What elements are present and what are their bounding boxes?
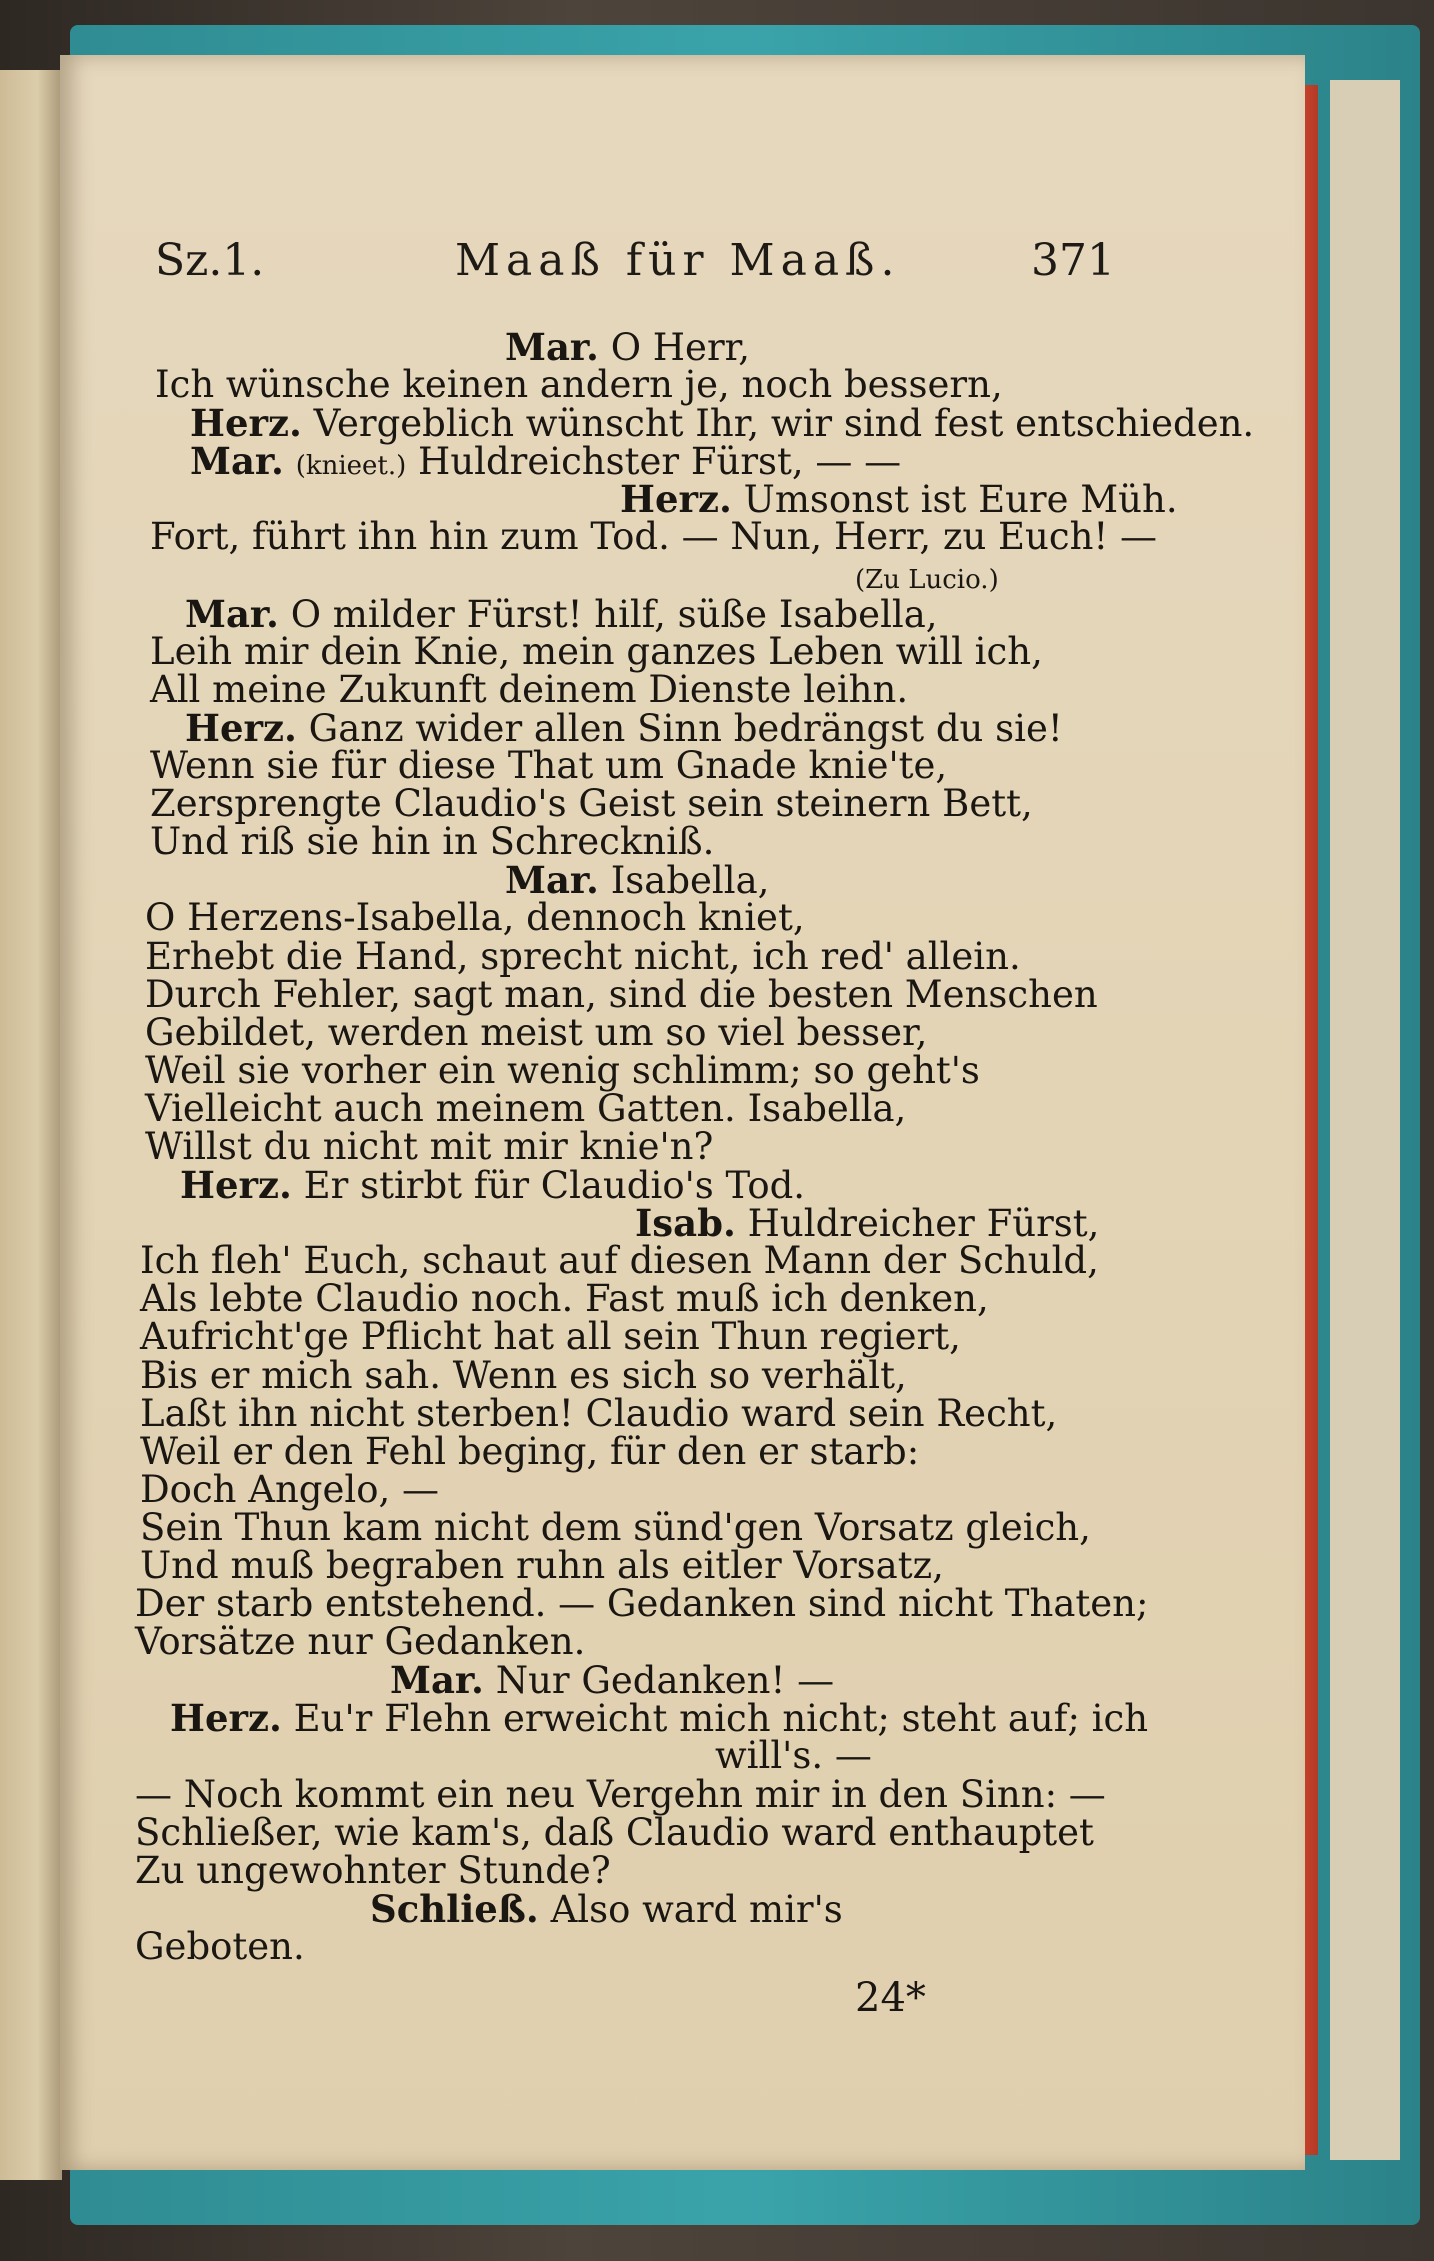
speaker-name: Mar. xyxy=(185,591,279,636)
text-line xyxy=(135,629,1110,673)
line-text: Huldreichster Fürst, — — xyxy=(418,440,902,484)
stage-direction: (Zu Lucio.) xyxy=(855,564,999,595)
text-line xyxy=(135,782,1110,826)
line-text: Er stirbt für Claudio's Tod. xyxy=(303,1164,806,1208)
line-text: will's. — xyxy=(715,1734,872,1778)
text-line xyxy=(135,744,1110,788)
line-text: Ganz wider allen Sinn bedrängst du sie! xyxy=(308,706,1063,750)
line-text: Nur Gedanken! — xyxy=(495,1659,835,1703)
text-line xyxy=(135,557,1110,595)
line-text: Fort, führt ihn hin zum Tod. — Nun, Herr, zu Euch! — xyxy=(150,515,1158,559)
verse-text xyxy=(135,325,1255,1968)
line-text: Wenn sie für diese That um Gnade knie'te, xyxy=(150,744,948,788)
text-line xyxy=(135,1124,1110,1168)
line-text: Geboten. xyxy=(135,1924,305,1968)
line-text: Sein Thun kam nicht dem sünd'gen Vorsatz gleich, xyxy=(140,1505,1091,1549)
text-line xyxy=(135,1239,1110,1283)
line-text: Gebildet, werden meist um so viel besser, xyxy=(145,1010,928,1054)
line-text: Ich fleh' Euch, schaut auf diesen Mann der Schuld, xyxy=(140,1239,1099,1283)
text-line xyxy=(135,439,1110,484)
line-text: Doch Angelo, — xyxy=(140,1467,440,1511)
cover-inner-edge xyxy=(1330,80,1400,2160)
text-line xyxy=(135,1048,1110,1092)
text-line xyxy=(135,1886,1110,1931)
speaker-name: Schließ. xyxy=(370,1886,539,1931)
speaker-name: Mar. xyxy=(505,858,599,903)
line-text: Zu ungewohnter Stunde? xyxy=(135,1848,611,1892)
line-text: Laßt ihn nicht sterben! Claudio ward sein Recht, xyxy=(140,1391,1058,1435)
page-number: 371 xyxy=(1031,235,1115,286)
text-line xyxy=(135,1010,1110,1054)
line-text: Schließer, wie kam's, daß Claudio ward enthauptet xyxy=(135,1810,1094,1854)
text-line xyxy=(135,1810,1110,1854)
line-text: Also ward mir's xyxy=(550,1887,843,1931)
text-line xyxy=(135,1772,1110,1816)
text-line xyxy=(135,667,1110,711)
speaker-name: Mar. xyxy=(190,439,284,484)
text-line xyxy=(135,1544,1110,1587)
line-text: Willst du nicht mit mir knie'n? xyxy=(145,1124,714,1168)
signature-mark: 24* xyxy=(855,1975,926,2021)
line-text: Eu'r Flehn erweicht mich nicht; steht auf; ich xyxy=(293,1697,1149,1741)
text-line xyxy=(135,477,1178,522)
line-text: Leih mir dein Knie, mein ganzes Leben will ich, xyxy=(150,629,1043,673)
line-text: Der starb entstehend. — Gedanken sind nicht Thaten; xyxy=(135,1582,1149,1626)
text-line xyxy=(135,1505,1110,1549)
stage-direction: (knieet.) xyxy=(295,451,407,482)
speaker-name: Mar. xyxy=(390,1658,484,1703)
text-line xyxy=(135,325,1110,369)
line-text: O Herr, xyxy=(610,326,751,369)
scene-marker: Sz.1. xyxy=(155,235,265,286)
page-title: Maaß für Maaß. xyxy=(455,235,901,286)
speaker-name: Isab. xyxy=(635,1201,736,1246)
speaker-name: Herz. xyxy=(620,477,732,522)
text-line xyxy=(135,896,1110,940)
text-line xyxy=(135,934,1110,978)
text-line xyxy=(135,1429,1110,1473)
speaker-name: Herz. xyxy=(185,705,297,750)
line-text: O Herzens-Isabella, dennoch kniet, xyxy=(145,896,805,940)
line-text: Ich wünsche keinen andern je, noch bessern, xyxy=(155,363,1003,407)
line-text: Bis er mich sah. Wenn es sich so verhält, xyxy=(140,1353,907,1397)
text-line xyxy=(135,1353,1110,1397)
text-line xyxy=(135,1467,1110,1511)
line-text: Aufricht'ge Pflicht hat all sein Thun regiert, xyxy=(140,1315,961,1359)
line-text: Und muß begraben ruhn als eitler Vorsatz, xyxy=(140,1544,944,1587)
text-line xyxy=(135,401,1255,446)
text-line xyxy=(135,363,1110,407)
left-page-edge xyxy=(0,70,62,2180)
text-line xyxy=(135,1734,1110,1778)
line-text: Als lebte Claudio noch. Fast muß ich denken, xyxy=(140,1277,989,1321)
text-line xyxy=(135,1277,1110,1321)
text-line xyxy=(135,705,1110,750)
line-text: Weil er den Fehl beging, für den er starb: xyxy=(140,1429,920,1473)
text-line xyxy=(135,1924,1110,1968)
line-text: Umsonst ist Eure Müh. xyxy=(743,478,1178,522)
text-line xyxy=(135,972,1110,1016)
text-line xyxy=(135,1848,1110,1892)
line-text: O milder Fürst! hilf, süße Isabella, xyxy=(290,592,938,636)
text-line xyxy=(135,1086,1110,1130)
line-text: Vielleicht auch meinem Gatten. Isabella, xyxy=(145,1086,907,1130)
speaker-name: Mar. xyxy=(505,325,599,369)
text-line xyxy=(135,1696,1149,1741)
line-text: Durch Fehler, sagt man, sind die besten Menschen xyxy=(145,972,1098,1016)
line-text: Und riß sie hin in Schreckniß. xyxy=(150,820,715,864)
text-line xyxy=(135,820,1110,864)
line-text: Vergeblich wünscht Ihr, wir sind fest entschieden. xyxy=(313,402,1255,446)
speaker-name: Herz. xyxy=(190,401,302,446)
speaker-name: Herz. xyxy=(180,1163,292,1208)
line-text: Huldreicher Fürst, xyxy=(747,1202,1100,1246)
text-line xyxy=(135,1582,1149,1626)
text-line xyxy=(135,1391,1110,1435)
line-text: Erhebt die Hand, sprecht nicht, ich red' allein. xyxy=(145,934,1021,978)
line-text: Weil sie vorher ein wenig schlimm; so geht's xyxy=(145,1048,980,1092)
running-header xyxy=(155,235,1115,295)
line-text: All meine Zukunft deinem Dienste leihn. xyxy=(150,667,909,711)
text-line xyxy=(135,1315,1110,1359)
text-line xyxy=(135,858,1110,903)
text-line xyxy=(135,1620,1110,1664)
line-text: — Noch kommt ein neu Vergehn mir in den Sinn: — xyxy=(135,1772,1106,1816)
line-text: Vorsätze nur Gedanken. xyxy=(135,1620,586,1664)
text-line xyxy=(135,515,1158,559)
text-line xyxy=(135,591,1110,636)
text-line xyxy=(135,1201,1110,1246)
text-line xyxy=(135,1163,1110,1208)
speaker-name: Herz. xyxy=(170,1696,282,1741)
line-text: Isabella, xyxy=(610,859,770,903)
text-line xyxy=(135,1658,1110,1703)
line-text: Zersprengte Claudio's Geist sein steinern Bett, xyxy=(150,782,1033,826)
